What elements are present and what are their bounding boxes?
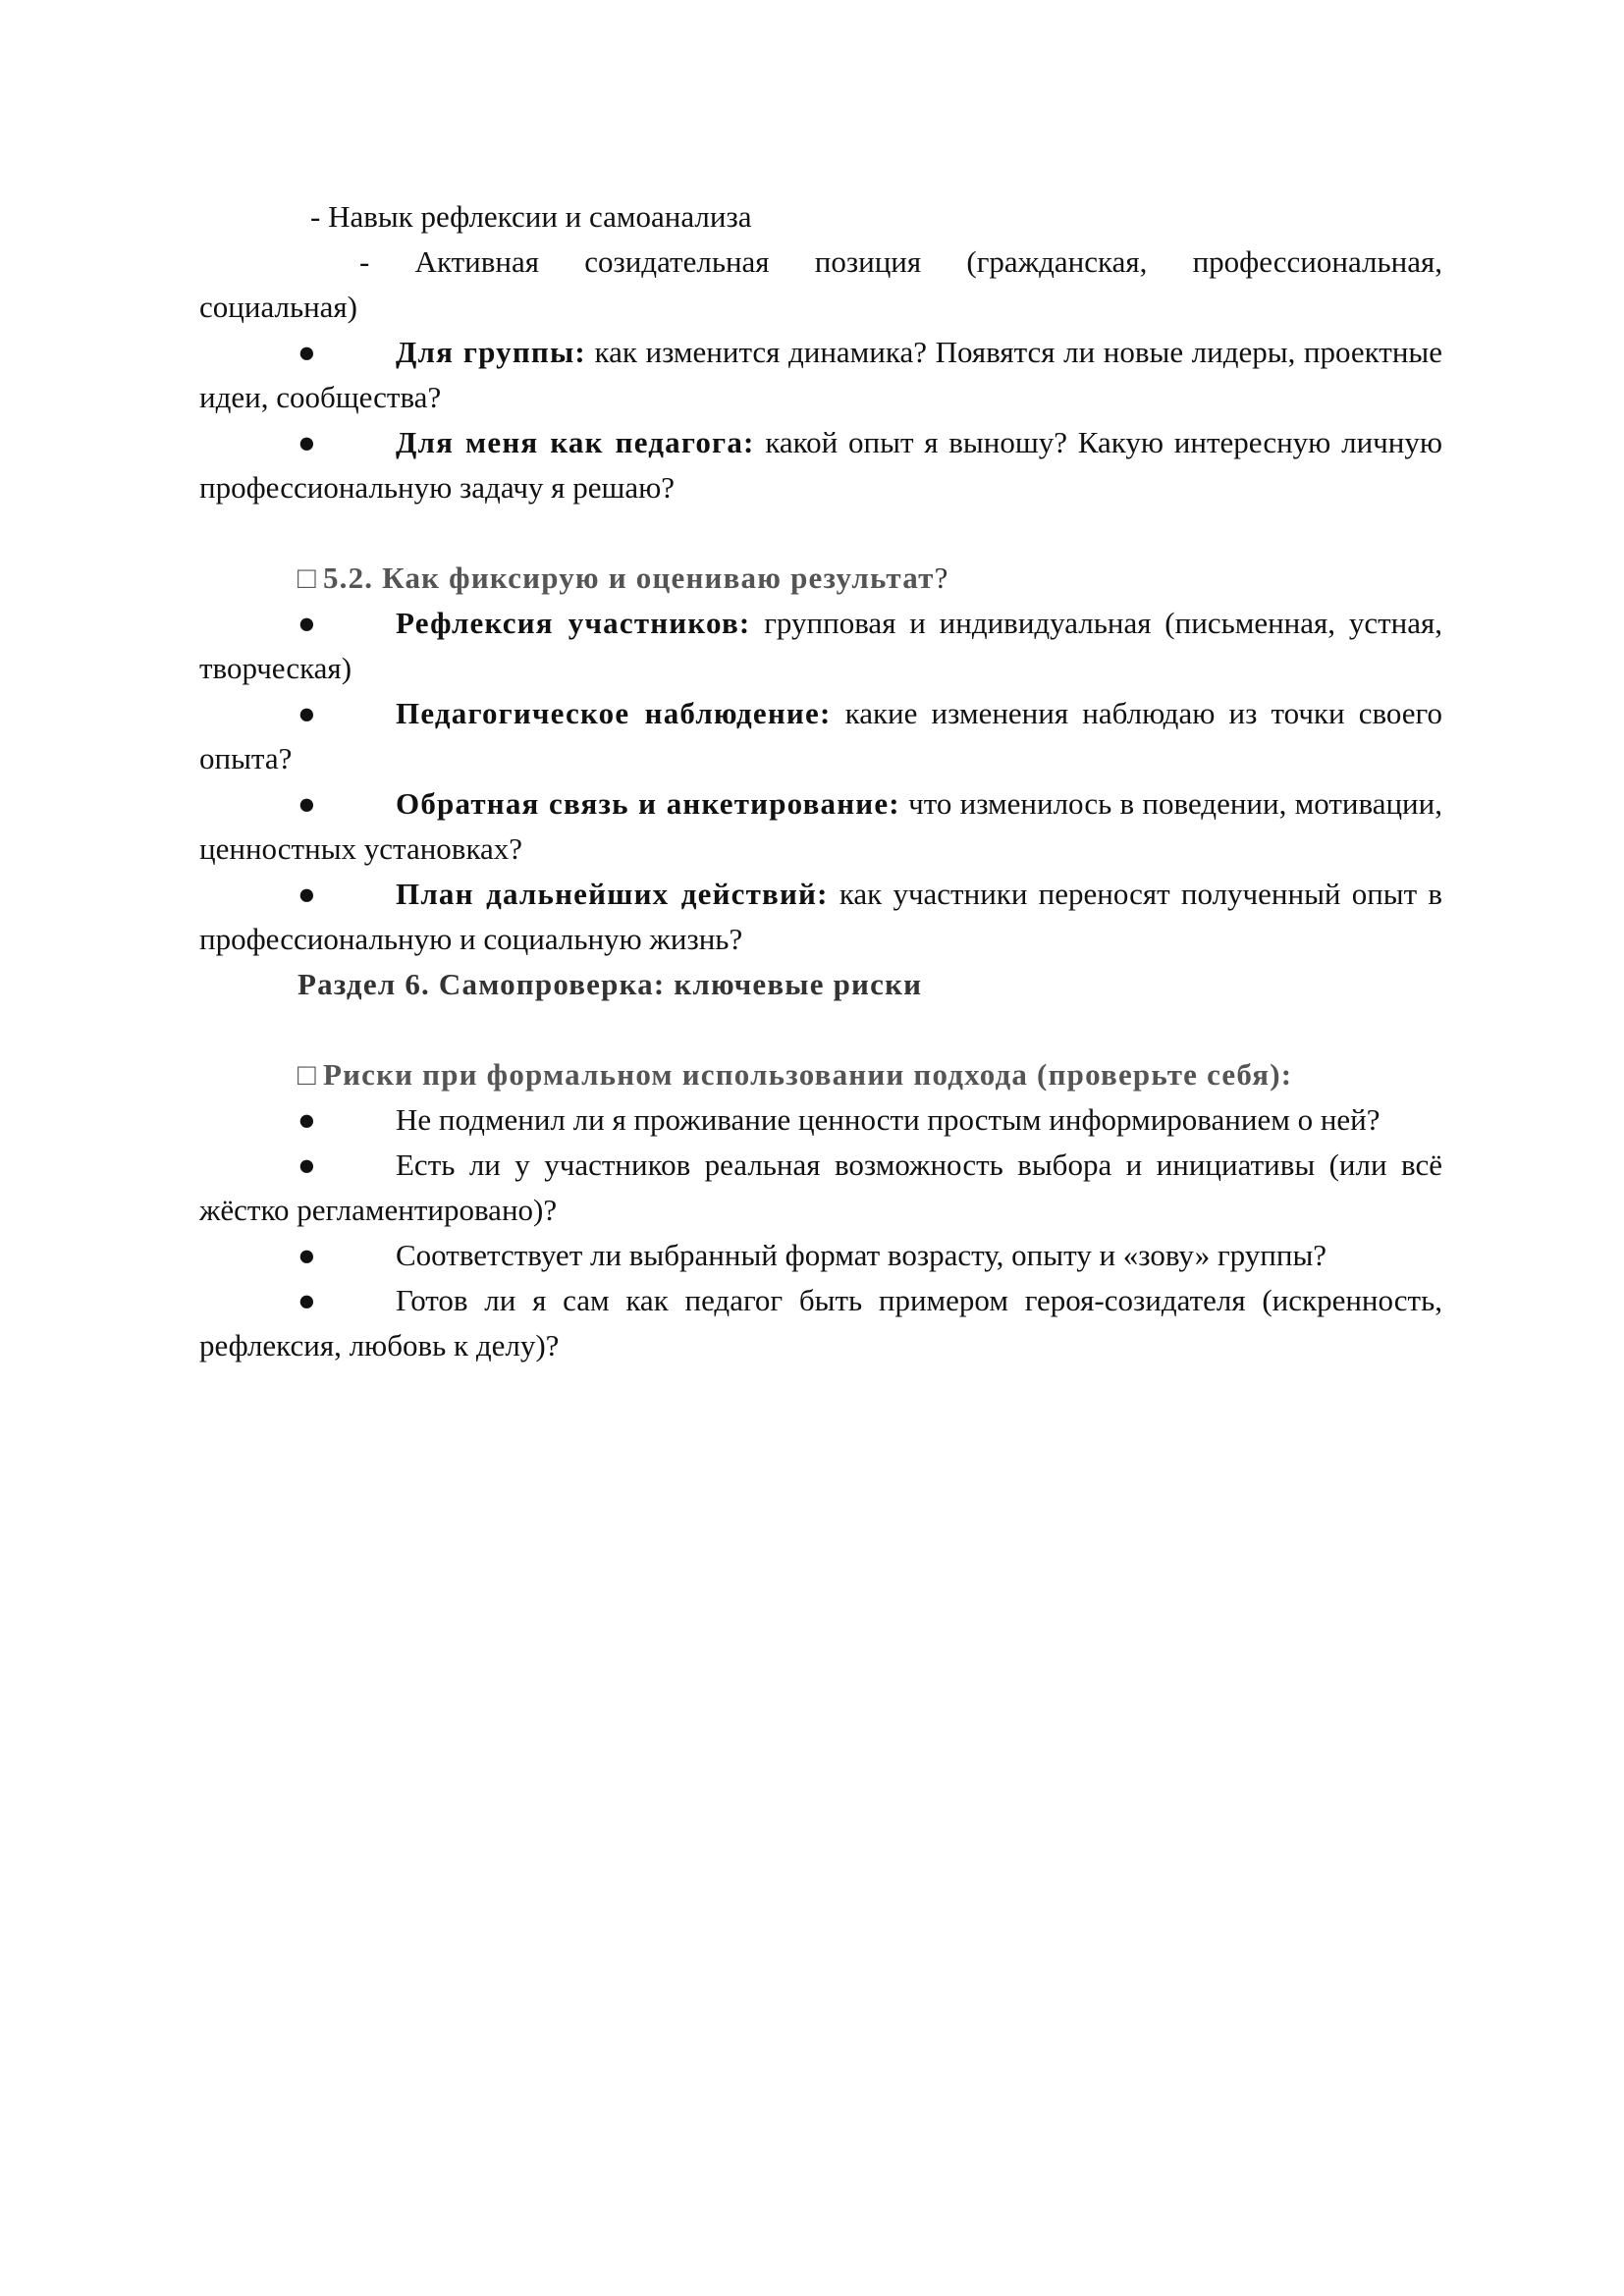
checkbox-square-icon: □ <box>298 1057 317 1092</box>
outcome-label: Для меня как педагога: <box>396 425 755 459</box>
risks-heading-title: Риски при формальном использовании подхода (проверьте себя): <box>322 1057 1293 1092</box>
outcome-text: как изменится динамика? Появятся ли новые лидеры, проектные идеи, сообщества? <box>199 335 1442 414</box>
risk-text: Не подменил ли я проживание ценности простым информированием о ней? <box>396 1102 1380 1137</box>
bullet-icon: ● <box>298 786 316 821</box>
assessment-item <box>199 601 1442 691</box>
bullet-icon: ● <box>298 1148 316 1182</box>
document-body <box>199 194 1442 1368</box>
bullet-icon: ● <box>298 1238 316 1272</box>
assessment-text: как участники переносят полученный опыт в профессиональную и социальную жизнь? <box>199 877 1443 956</box>
outcome-item-group <box>199 330 1442 420</box>
assessment-label: Обратная связь и анкетирование: <box>396 786 900 821</box>
assessment-label: Рефлексия участников: <box>396 606 751 640</box>
bullet-icon: ● <box>298 425 316 459</box>
assessment-text: что изменилось в поведении, мотивации, ценностных установках? <box>199 786 1442 866</box>
outcome-text: какой опыт я выношу? Какую интересную личную профессиональную задачу я решаю? <box>199 425 1442 505</box>
bullet-icon: ● <box>298 1283 316 1317</box>
skill-line-active-position: - Активная созидательная позиция (гражданская, профессиональная, <box>359 244 1442 279</box>
spacer <box>199 510 1442 556</box>
assessment-text: групповая и индивидуальная (письменная, устная, творческая) <box>199 606 1442 685</box>
outcome-label: Для группы: <box>396 335 586 369</box>
risks-heading <box>199 1052 1442 1097</box>
bullet-icon: ● <box>298 1102 316 1137</box>
assessment-label: Педагогическое наблюдение: <box>396 696 832 730</box>
risk-item <box>199 1233 1442 1278</box>
subsection-heading-5-2 <box>199 556 1442 601</box>
spacer <box>199 1007 1442 1052</box>
assessment-text: какие изменения наблюдаю из точки своего опыта? <box>199 696 1442 775</box>
subsection-title: 5.2. Как фиксирую и оцениваю результат <box>322 561 935 595</box>
outcome-item-teacher <box>199 420 1442 510</box>
risk-item <box>199 1143 1442 1233</box>
assessment-item <box>199 691 1442 781</box>
checkbox-square-icon: □ <box>298 561 317 595</box>
risk-text: Готов ли я сам как педагог быть примером героя-созидателя (искренность, рефлексия, любовь к делу)? <box>199 1283 1442 1362</box>
skill-line-reflection: - Навык рефлексии и самоанализа <box>310 199 752 234</box>
subsection-title-tail: ? <box>934 561 948 595</box>
bullet-icon: ● <box>298 335 316 369</box>
bullet-icon: ● <box>298 877 316 911</box>
risk-item <box>199 1097 1442 1143</box>
assessment-item <box>199 872 1442 962</box>
skill-line-continuation: социальная) <box>199 290 358 324</box>
bullet-icon: ● <box>298 696 316 730</box>
assessment-item <box>199 781 1442 872</box>
assessment-label: План дальнейших действий: <box>396 877 829 911</box>
section-6-heading: Раздел 6. Самопроверка: ключевые риски <box>298 967 923 1001</box>
bullet-icon: ● <box>298 606 316 640</box>
risk-text: Есть ли у участников реальная возможность выбора и инициативы (или всё жёстко регламентировано)? <box>199 1148 1442 1227</box>
risk-text: Соответствует ли выбранный формат возрасту, опыту и «зову» группы? <box>396 1238 1327 1272</box>
risk-item <box>199 1278 1442 1368</box>
